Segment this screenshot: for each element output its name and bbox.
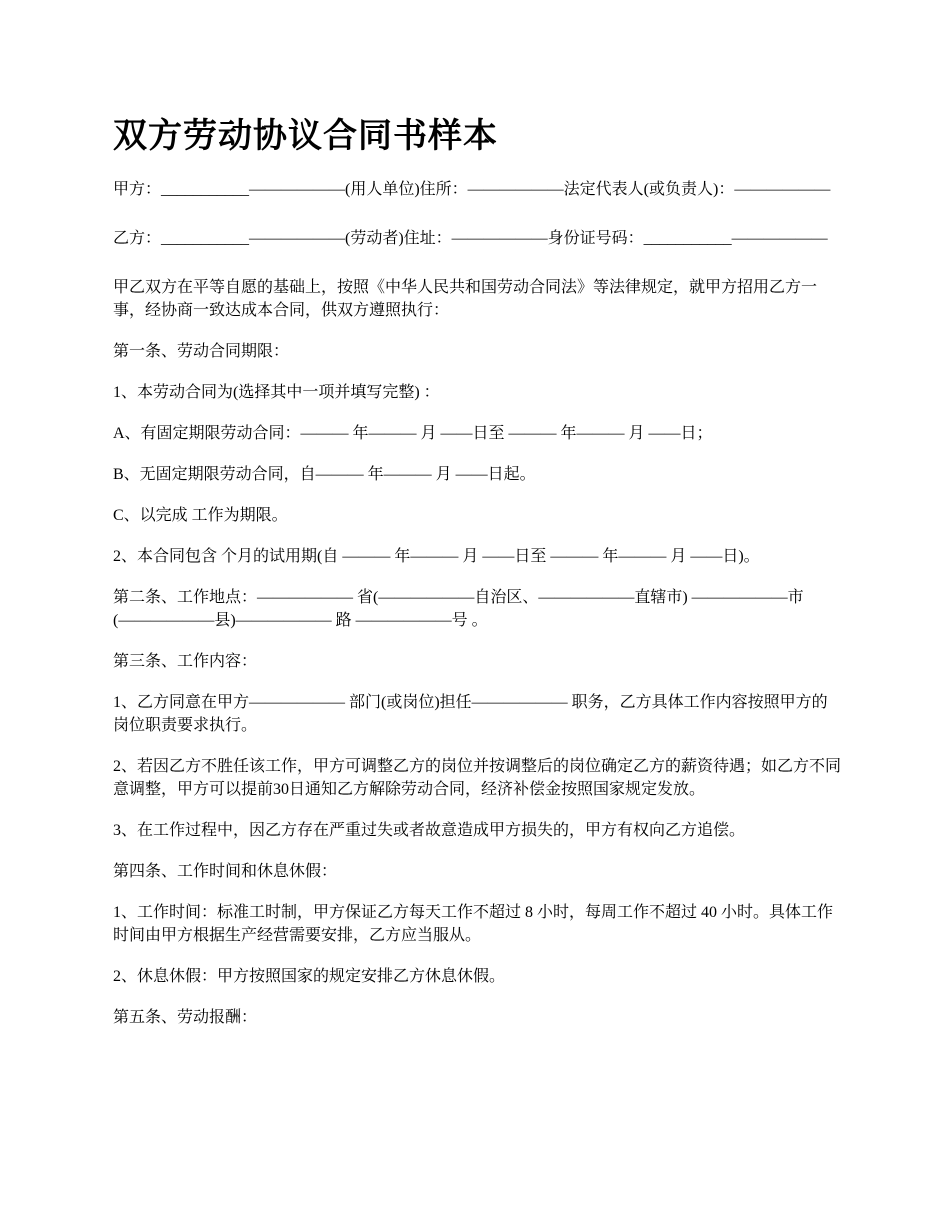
document-title: 双方劳动协议合同书样本 (113, 116, 498, 156)
article-3-clause-1: 1、乙方同意在甲方—————— 部门(或岗位)担任—————— 职务，乙方具体工作内容按照甲方的岗位职责要求执行。 (113, 694, 828, 734)
article-2-paragraph: 第二条、工作地点：—————— 省(——————自治区、——————直辖市) ——————市(——————县)—————— 路 ——————号 。 (113, 589, 804, 629)
party-a-line: 甲方：___________——————(用人单位)住所：——————法定代表人(或负责人)：—————— (113, 181, 831, 198)
preamble-paragraph: 甲乙双方在平等自愿的基础上，按照《中华人民共和国劳动合同法》等法律规定，就甲方招用乙方一事，经协商一致达成本合同，供双方遵照执行： (113, 279, 818, 319)
party-b-line: 乙方：___________——————(劳动者)住址：——————身份证号码：___________—————— (113, 230, 828, 247)
article-4-heading: 第四条、工作时间和休息休假： (113, 863, 338, 880)
article-3-clause-2: 2、若因乙方不胜任该工作，甲方可调整乙方的岗位并按调整后的岗位确定乙方的薪资待遇；如乙方不同意调整，甲方可以提前30日通知乙方解除劳动合同，经济补偿金按照国家规定发放。 (113, 758, 842, 798)
article-1-option-a: A、有固定期限劳动合同：——— 年——— 月 ——日至 ——— 年——— 月 ——日； (113, 425, 713, 442)
article-4-clause-1: 1、工作时间：标准工时制，甲方保证乙方每天工作不超过 8 小时，每周工作不超过 40 小时。具体工作时间由甲方根据生产经营需要安排，乙方应当服从。 (113, 904, 834, 944)
article-3-clause-3: 3、在工作过程中，因乙方存在严重过失或者故意造成甲方损失的，甲方有权向乙方追偿。 (113, 822, 746, 839)
article-1-clause-1: 1、本劳动合同为(选择其中一项并填写完整) ： (113, 384, 440, 401)
document-page (113, 112, 843, 1047)
article-1-option-c: C、以完成 工作为期限。 (113, 507, 288, 524)
article-1-clause-2: 2、本合同包含 个月的试用期(自 ——— 年——— 月 ——日至 ——— 年——— 月 ——日)。 (113, 548, 760, 565)
article-1-option-b: B、无固定期限劳动合同，自——— 年——— 月 ——日起。 (113, 466, 536, 483)
article-1-heading: 第一条、劳动合同期限： (113, 343, 290, 360)
article-4-clause-2: 2、休息休假：甲方按照国家的规定安排乙方休息休假。 (113, 968, 506, 985)
article-5-heading: 第五条、劳动报酬： (113, 1009, 258, 1026)
article-3-heading: 第三条、工作内容： (113, 653, 258, 670)
